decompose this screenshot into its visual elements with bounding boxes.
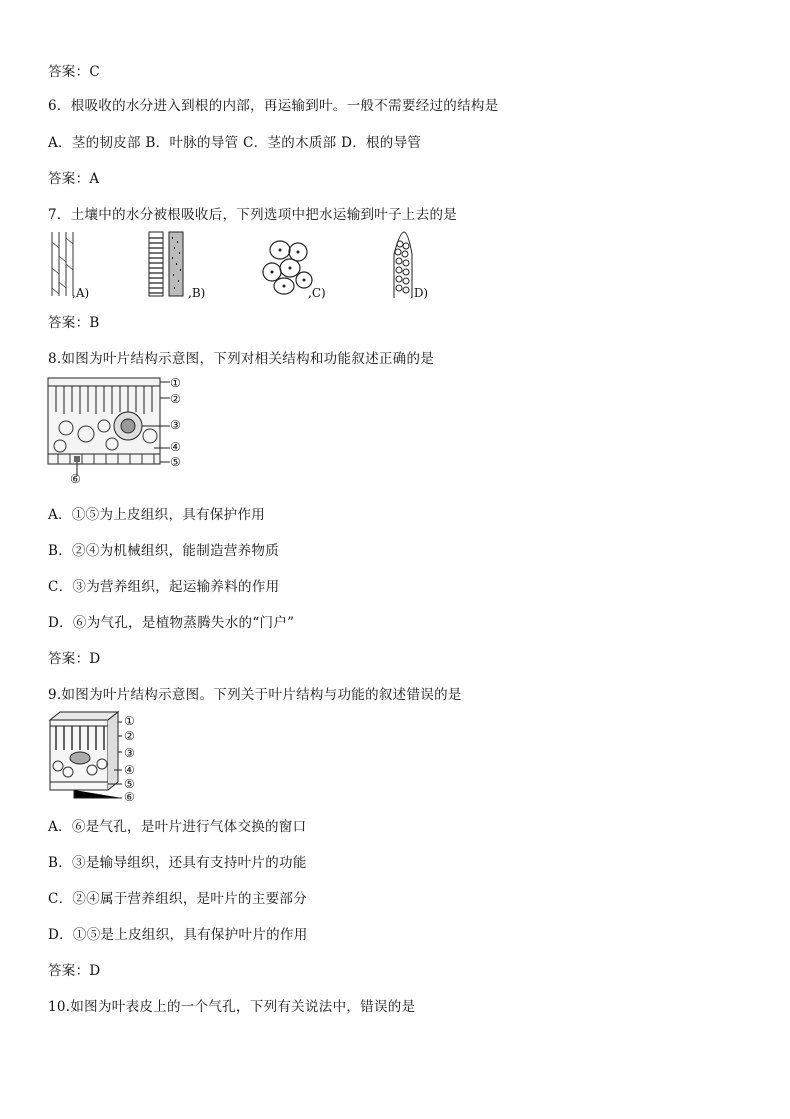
q8-marker-1: ① <box>170 376 181 390</box>
q8-marker-2: ② <box>170 392 181 406</box>
q9-marker-1: ① <box>124 714 135 728</box>
q7-label-d: ,D) <box>410 286 429 300</box>
q9-leaf-diagram <box>46 710 126 802</box>
q9-marker-6: ⑥ <box>124 790 135 804</box>
q8-option-d: D．⑥为气孔，是植物蒸腾失水的“门户” <box>48 615 295 631</box>
q8-option-b: B．②④为机械组织，能制造营养物质 <box>48 543 280 559</box>
q8-marker-5: ⑤ <box>170 455 181 469</box>
q8-option-a: A．①⑤为上皮组织，具有保护作用 <box>48 507 266 523</box>
answer-q7: 答案：B <box>48 315 100 331</box>
q9-option-a: A．⑥是气孔，是叶片进行气体交换的窗口 <box>48 819 307 835</box>
answer-q8: 答案：D <box>48 651 101 667</box>
q7-label-b: ,B) <box>188 286 206 300</box>
question-8-stem: 8.如图为叶片结构示意图，下列对相关结构和功能叙述正确的是 <box>48 351 435 367</box>
q8-marker-6: ⑥ <box>70 472 81 486</box>
q9-marker-3: ③ <box>124 746 135 760</box>
question-9-stem: 9.如图为叶片结构示意图。下列关于叶片结构与功能的叙述错误的是 <box>48 687 462 703</box>
q8-marker-4: ④ <box>170 440 181 454</box>
question-10-stem: 10.如图为叶表皮上的一个气孔，下列有关说法中，错误的是 <box>48 999 416 1015</box>
q9-option-c: C．②④属于营养组织，是叶片的主要部分 <box>48 891 308 907</box>
question-7-stem: 7．土壤中的水分被根吸收后，下列选项中把水运输到叶子上去的是 <box>48 207 458 223</box>
q9-marker-4: ④ <box>124 763 135 777</box>
q8-option-c: C．③为营养组织，起运输养料的作用 <box>48 579 280 595</box>
q8-marker-3: ③ <box>170 418 181 432</box>
answer-q6: 答案：A <box>48 171 100 187</box>
q7-label-c: ,C) <box>308 286 326 300</box>
q9-option-d: D．①⑤是上皮组织，具有保护叶片的作用 <box>48 927 308 943</box>
q9-option-b: B．③是输导组织，还具有支持叶片的功能 <box>48 855 307 871</box>
answer-q9: 答案：D <box>48 963 101 979</box>
q9-marker-5: ⑤ <box>124 777 135 791</box>
question-6-stem: 6．根吸收的水分进入到根的内部，再运输到叶。一般不需要经过的结构是 <box>48 98 499 114</box>
question-6-options: A．茎的韧皮部 B．叶脉的导管 C．茎的木质部 D．根的导管 <box>48 135 422 151</box>
q9-marker-2: ② <box>124 729 135 743</box>
answer-q5: 答案：C <box>48 64 101 80</box>
q7-label-a: ,A) <box>72 286 90 300</box>
